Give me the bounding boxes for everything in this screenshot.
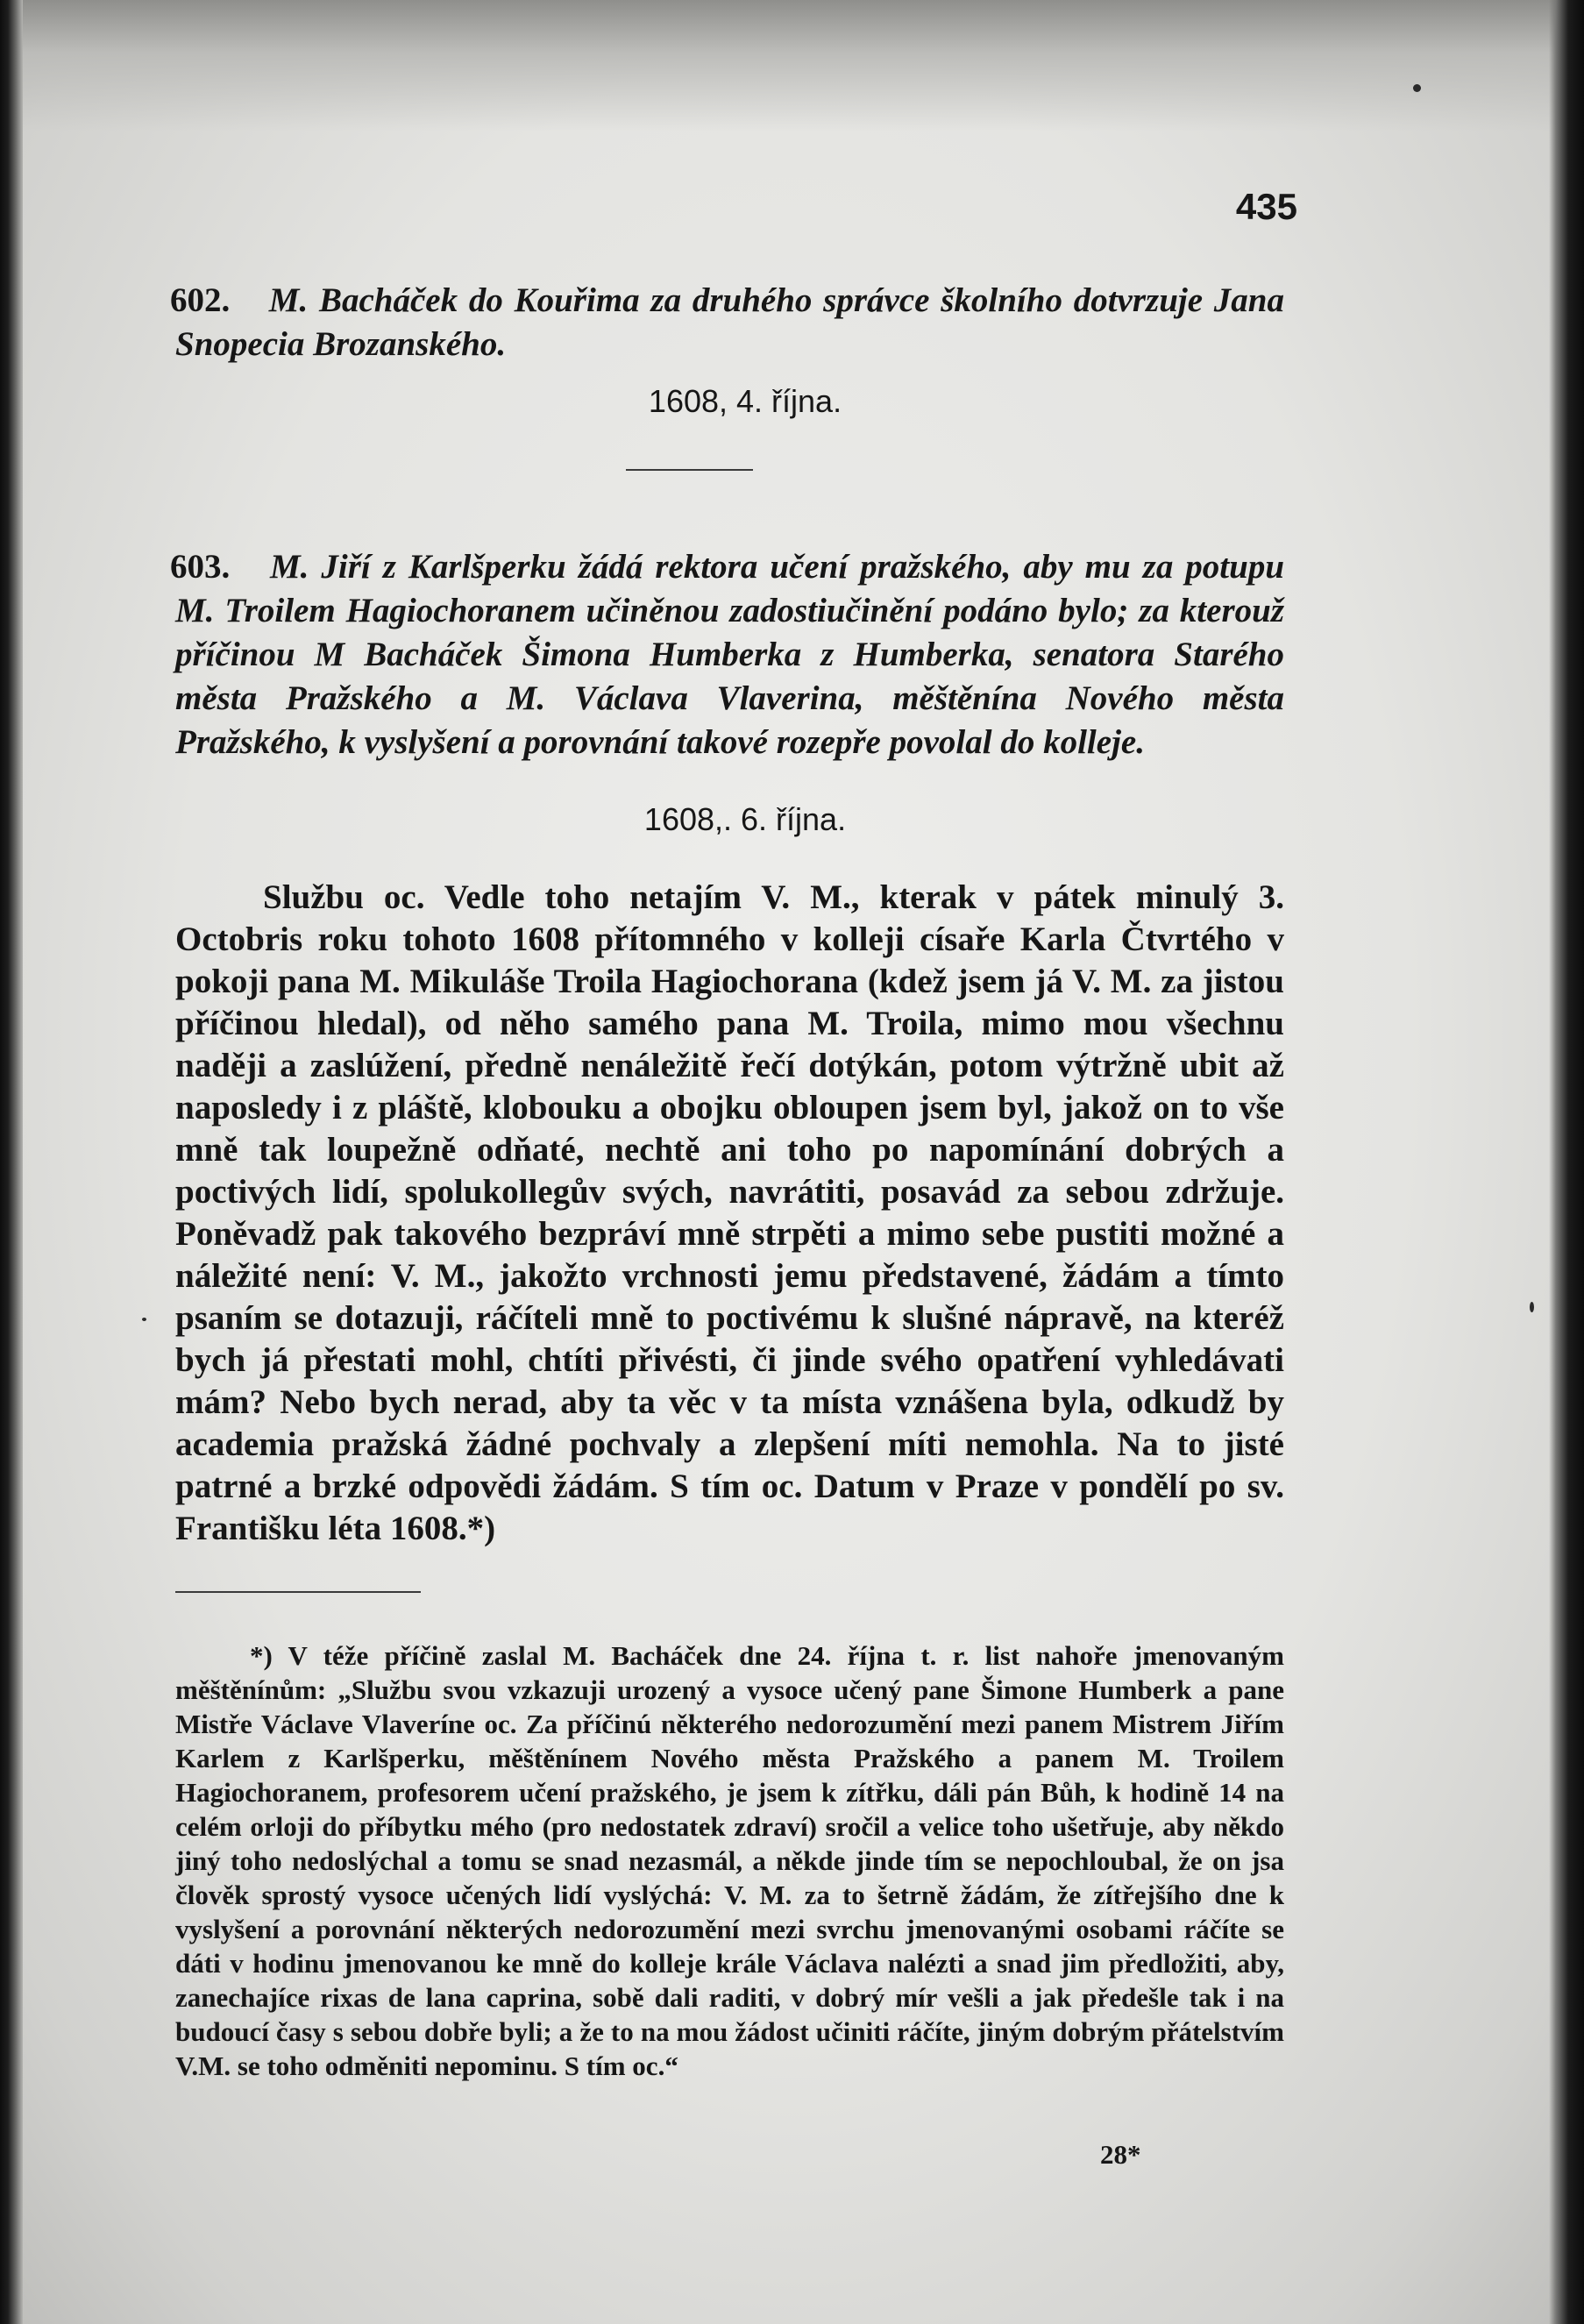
- scan-speck: [142, 1318, 146, 1321]
- entry-603-body: Službu oc. Vedle toho netajím V. M., kterak v pátek minulý 3. Octobris roku tohoto 1608 přítomného v kolleji císaře Karla Čtvrtého v pokoji pana M. Mikuláše Troila Hagiochorana (kdež jsem já V. M. za jistou příčinou hledal), od něho samého pana M. Troila, mimo mou všechnu naději a zaslúžení, předně nenáležitě řečí dotýkán, potom výtržně ubit až naposledy i z pláště, klobouku a obojku obloupen jsem byl, jakož on to vše mně tak loupežně odňaté, nechtě ani toho po napomínání dobrých a poctivých lidí, spolukollegův svých, navrátiti, posavád za sebou zdržuje. Poněvadž pak takového bezpráví mně strpěti a mimo sebe pustiti možné a náležité není: V. M., jakožto vrchnosti jemu představené, žádám a tímto psaním se dotazuji, ráčíteli mně to poctivému k slušné nápravě, na kteréž bych já přestati mohl, chtíti přivésti, či jinde svého opatření vyhledávati mám? Nebo bych nerad, aby ta věc v ta místa vznášena byla, odkudž by academia pražská žádné pochvaly a zlepšení míti nemohla. Na to jisté patrné a brzké odpovědi žádám. S tím oc. Datum v Praze v pondělí po sv. Františku léta 1608.*): [175, 878, 1284, 1547]
- entry-603-title: M. Jiří z Karlšperku žádá rektora učení pražského, aby mu za potupu M. Troilem Hagiochoranem učiněnou zadostiučinění podáno bylo; za kterouž příčinou M Bacháček Šimona Humberka z Humberka, senatora Starého města Pražského a M. Václava Vlaverina, měštěnína Nového města Pražského, k vyslyšení a porovnání takové rozepře povolal do kolleje.: [175, 548, 1285, 761]
- scan-edge-left: [0, 0, 23, 2324]
- footnote-divider: [175, 1591, 421, 1593]
- entry-603-heading: 603. M. Jiří z Karlšperku žádá rektora učení pražského, aby mu za potupu M. Troilem Hagiochoranem učiněnou zadostiučinění podáno bylo; za kterouž příčinou M Bacháček Šimona Humberka z Humberka, senatora Starého města Pražského a M. Václava Vlaverina, měštěnína Nového města Pražského, k vyslyšení a porovnání takové rozepře povolal do kolleje.: [170, 548, 1285, 761]
- signature-mark: 28*: [1100, 2139, 1141, 2170]
- scan-shadow-top: [0, 0, 1584, 131]
- entry-603-footnote: *) V téže příčině zaslal M. Bacháček dne 24. října t. r. list nahoře jmenovaným měštěnínům: „Službu svou vzkazuji urozený a vysoce učený pane Šimone Humberk a pane Mistře Václave Vlaveríne oc. Za příčinú některého nedorozumění mezi panem Mistrem Jiřím Karlem z Karlšperku, měštěnínem Nového města Pražského a panem M. Troilem Hagiochoranem, profesorem učení pražského, je jsem k zítřku, dáli pán Bůh, k hodině 14 na celém orloji do příbytku mého (pro nedostatek zdraví) sročil a velice toho ušetřuje, aby někdo jiný toho nedoslýchal a tomu se snad nezasmál, a někde jinde tím se nepochloubal, že on jsa člověk sprostý vysoce učených lidí vyslýchá: V. M. za to šetrně žádám, že zítřejšího dne k vyslyšení a porovnání některých nedorozumění mezi svrchu jmenovanými osobami ráčíte se dáti v hodinu jmenovanou ke mně do kolleje krále Václava nalézti a snad jim předložiti, aby, zanechajíce rixas de lana caprina, sobě dali raditi, v dobrý mír vešli a jak předešle tak i na budoucí časy s sebou dobře byli; a že to na mou žádost učiniti ráčíte, jiným dobrým přátelstvím V.M. se toho odměniti nepominu. S tím oc.“: [175, 1640, 1284, 2081]
- scan-speck: [1530, 1302, 1534, 1312]
- scan-speck: [1413, 84, 1421, 92]
- entry-602-title: M. Bacháček do Kouřima za druhého správce školního dotvrzuje Jana Snopecia Brozanského.: [175, 281, 1284, 363]
- entry-603-date: 1608,. 6. října.: [643, 801, 847, 837]
- entry-602-heading: 602. M. Bacháček do Kouřima za druhého správce školního dotvrzuje Jana Snopecia Brozanského.: [170, 281, 1284, 363]
- page-number: 435: [1235, 186, 1297, 227]
- entry-602-date: 1608, 4. října.: [648, 383, 842, 419]
- scan-edge-right: [1549, 0, 1584, 2324]
- section-divider: [626, 469, 753, 471]
